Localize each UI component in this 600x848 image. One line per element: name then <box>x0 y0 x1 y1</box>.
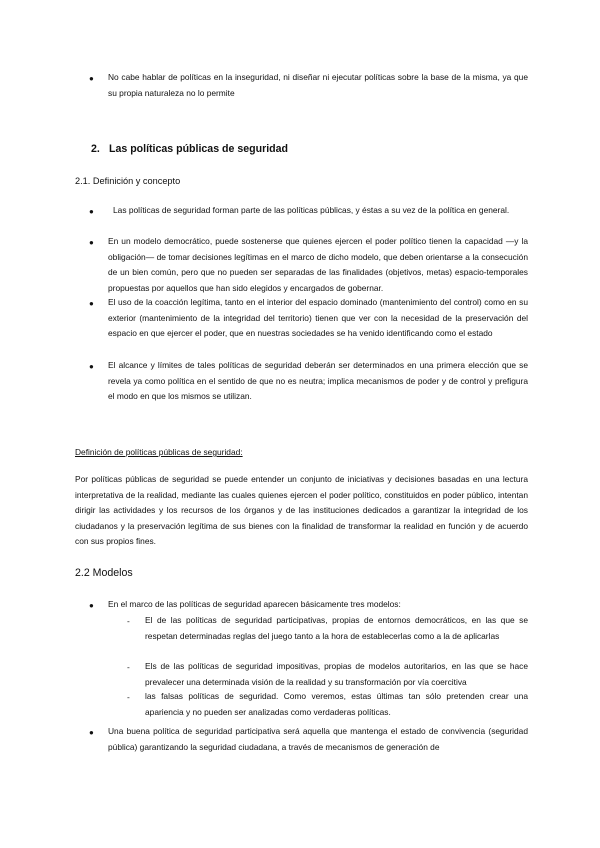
subsection-2-2-heading: 2.2 Modelos <box>75 567 133 579</box>
bullet-icon: ● <box>89 362 94 371</box>
model-item: las falsas políticas de seguridad. Como veremos, estas últimas tan sólo pretenden crear una apariencia y no pueden ser analizadas como verdaderas políticas. <box>145 691 528 717</box>
bullet-icon: ● <box>89 728 94 737</box>
bullet-22-last: Una buena política de seguridad participativa será aquella que mantenga el estado de convivencia (seguridad pública) garantizando la seguridad ciudadana, a través de mecanismos de generación de <box>108 726 528 752</box>
bullet-21-item: El uso de la coacción legítima, tanto en el interior del espacio dominado (mantenimiento del control) como en su exterior (mantenimiento de la integridad del territorio) tienen que ver con la necesidad de la preservación del espacio en que ejercer el poder, que en nuestras sociedades se ha venido identificando como el estado <box>108 297 528 338</box>
bullet-21-item: Las políticas de seguridad forman parte de las políticas públicas, y éstas a su vez de la política en general. <box>113 205 510 215</box>
bullet-21-item: El alcance y límites de tales políticas de seguridad deberán ser determinados en una primera elección que se revela ya como política en el sentido de que no es neutra; implica mecanismos de poder y de control y prefigura el modo en que los mismos se utilizan. <box>108 360 528 401</box>
model-item: Els de las políticas de seguridad impositivas, propias de modelos autoritarios, en las que se hace prevalecer una determinada visión de la realidad y su transformación por vía coercitiva <box>145 661 528 687</box>
definition-heading: Definición de políticas públicas de seguridad: <box>75 447 243 457</box>
subsection-2-1-heading: 2.1. Definición y concepto <box>75 176 181 186</box>
dash-marker: - <box>127 692 130 702</box>
bullet-icon: ● <box>89 74 94 83</box>
bullet-21-item: En un modelo democrático, puede sostenerse que quienes ejercen el poder político tienen la capacidad —y la obligación— de tomar decisiones legítimas en el marco de dicho modelo, que deben orientarse a la consecución de un bien común, pero que no pueden ser separadas de las finalidades (objetivos, metas) espacio-temporales propuestas por aquellos que han sido elegidos y encargados de gobernar. <box>108 236 528 293</box>
dash-marker: - <box>127 616 130 626</box>
bullet-22-intro: En el marco de las políticas de seguridad aparecen básicamente tres modelos: <box>108 599 401 609</box>
dash-marker: - <box>127 662 130 672</box>
bullet-icon: ● <box>89 601 94 610</box>
intro-bullet-text: No cabe hablar de políticas en la inseguridad, ni diseñar ni ejecutar políticas sobre la base de la misma, ya que su propia naturaleza no lo permite <box>108 72 528 98</box>
section-number: 2. <box>91 143 100 155</box>
bullet-icon: ● <box>89 207 94 216</box>
model-item: El de las políticas de seguridad participativas, propias de entornos democráticos, en las que se respetan determinadas reglas del juego tanto a la hora de establecerlas como a la de aplicarlas <box>145 615 528 641</box>
bullet-icon: ● <box>89 238 94 247</box>
bullet-icon: ● <box>89 299 94 308</box>
section-title: Las políticas públicas de seguridad <box>109 143 288 155</box>
definition-paragraph: Por políticas públicas de seguridad se puede entender un conjunto de iniciativas y decisiones basadas en una lectura interpretativa de la realidad, mediante las cuales quienes ejercen el poder político, constituidos en poder público, intentan dirigir las actividades y los recursos de los órganos y de las instituciones dedicados a garantizar la integridad de los ciudadanos y la preservación legítima de sus bienes con la finalidad de transformar la realidad en función y de acuerdo con sus propios fines. <box>75 474 528 546</box>
